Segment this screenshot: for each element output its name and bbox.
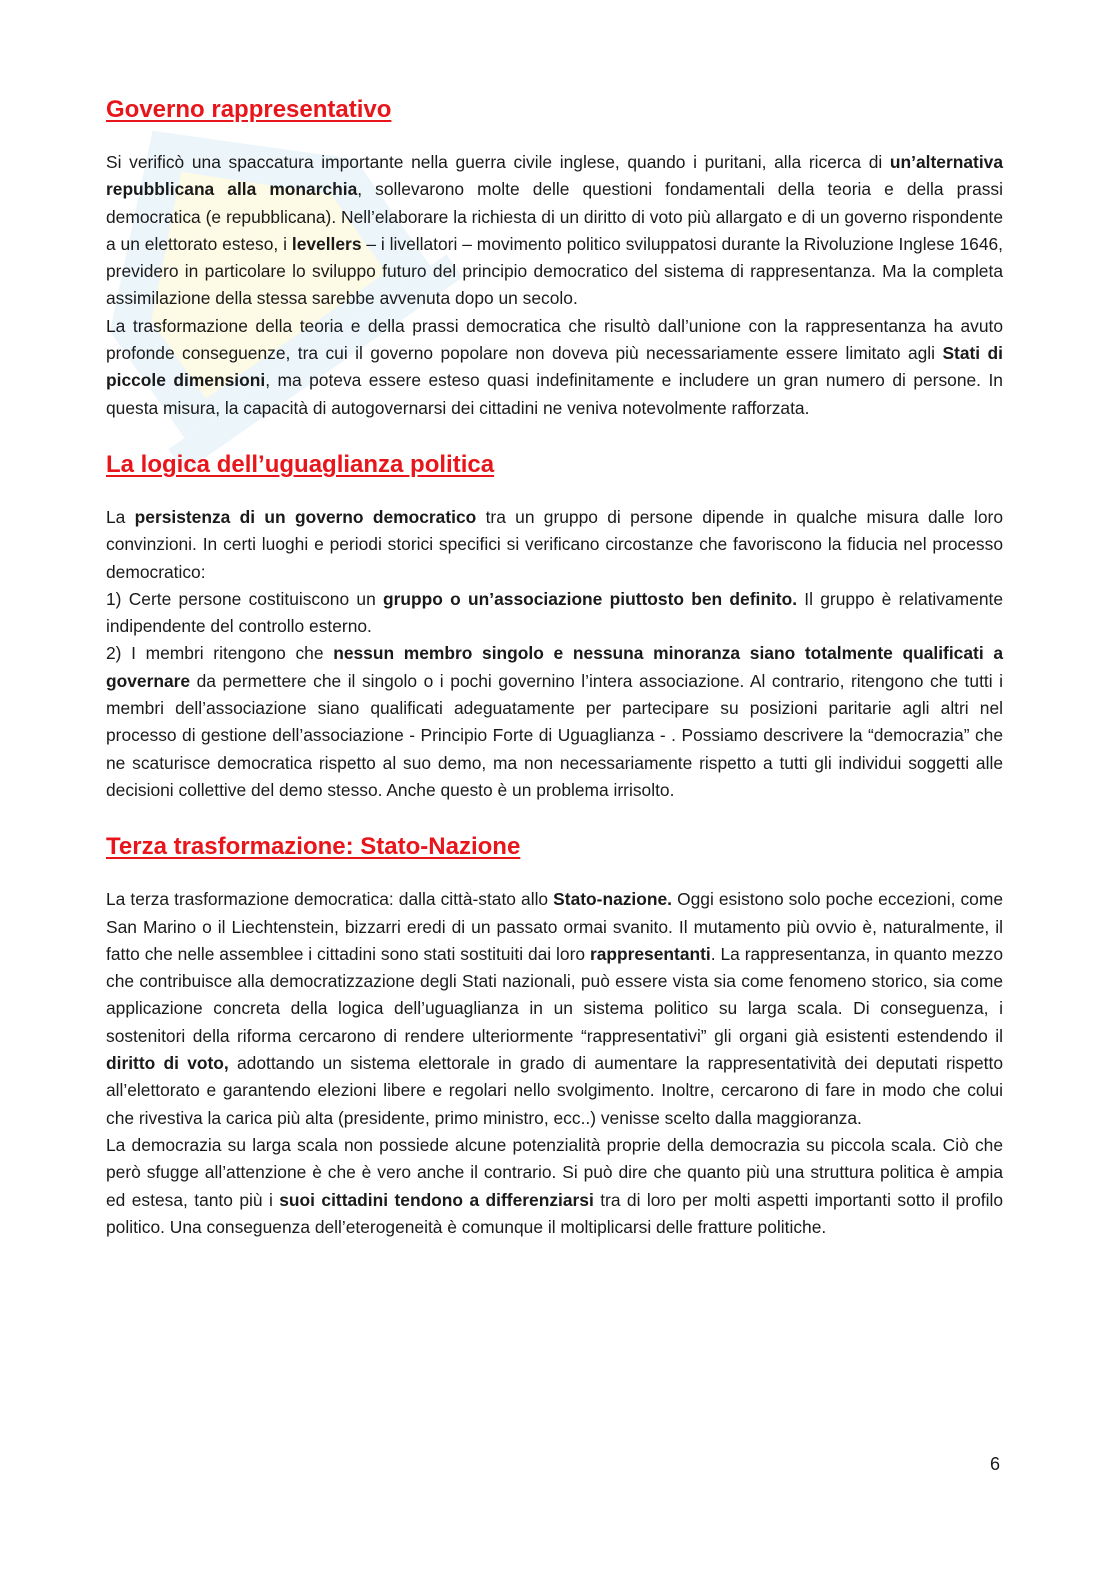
paragraph	[106, 313, 1003, 422]
section-heading: La logica dell’uguaglianza politica	[106, 450, 495, 478]
bold-text: nessun membro singolo e nessuna minoranza siano totalmente qualificati a governare	[106, 643, 1003, 691]
paragraph	[106, 886, 1003, 1132]
bold-text: gruppo o un’associazione piuttosto ben definito.	[383, 588, 798, 609]
bold-text: levellers	[291, 233, 362, 254]
text-run: Oggi esistono solo poche eccezioni, come San Marino o il Liechtenstein, bizzarri eredi di un passato ormai svanito. Il mutamento più ovvio è, naturalmente, il fatto che nelle assemblee i cittadini sono stati sostituiti dai loro	[106, 889, 1003, 964]
text-run: Si verificò una spaccatura importante nella guerra civile inglese, quando i puritani, alla ricerca di	[106, 152, 890, 172]
paragraph	[106, 149, 1003, 313]
paragraph	[106, 504, 1003, 586]
section-heading: Terza trasformazione: Stato-Nazione	[106, 833, 521, 861]
page-number: 6	[990, 1454, 1001, 1474]
bold-text: un’alternativa repubblicana alla monarchia	[106, 152, 1003, 200]
text-run: tra un gruppo di persone dipende in qualche misura dalle loro convinzioni. In certi luoghi e periodi storici specifici si verificano circostanze che favoriscono la fiducia nel processo democratico:	[106, 506, 1003, 582]
text-run: Il gruppo è relativamente indipendente del controllo esterno.	[106, 588, 1003, 637]
bold-text: suoi cittadini tendono a differenziarsi	[279, 1189, 594, 1210]
text-run: La trasformazione della teoria e della prassi democratica che risultò dall’unione con la rappresentanza ha avuto profonde conseguenze, tra cui il governo popolare non doveva più necessariamente essere limitato agli	[106, 315, 1003, 364]
text-run: , sollevarono molte delle questioni fondamentali della teoria e della prassi democratica (e repubblicana). Nell’elaborare la richiesta di un diritto di voto più allargato e di un governo rispondente a un elettorato esteso, i	[106, 179, 1003, 254]
bold-text: Stato-nazione.	[553, 889, 673, 910]
section-heading: Governo rappresentativo	[106, 96, 392, 123]
paragraph	[106, 586, 1003, 641]
text-run: 1) Certe persone costituiscono un	[106, 588, 383, 609]
text-run: 2) I membri ritengono che	[106, 643, 334, 664]
bold-text: rappresentanti	[589, 943, 711, 964]
bold-text: Stati di piccole dimensioni	[106, 343, 1003, 391]
text-run: – i livellatori – movimento politico sviluppatosi durante la Rivoluzione Inglese 1646, previdero in particolare lo sviluppo futuro del principio democratico del sistema di rappresentanza. Ma la completa assimilazione della stessa sarebbe avvenuta dopo un secolo.	[106, 233, 1004, 309]
text-run: adottando un sistema elettorale in grado di aumentare la rappresentatività dei deputati rispetto all’elettorato e garantendo elezioni libere e regolari nello svolgimento. Inoltre, cercarono di fare in modo che colui che rivestiva la carica più alta (presidente, primo ministro, ecc..) venisse scelto dalla maggioranza.	[106, 1053, 1003, 1128]
bold-text: persistenza di un governo democratico	[134, 506, 477, 527]
text-run: . La rappresentanza, in quanto mezzo che contribuisce alla democratizzazione degli Stati nazionali, può essere vista sia come fenomeno storico, sia come applicazione concreta della logica dell’uguaglianza in un sistema politico su larga scala. Di conseguenza, i sostenitori della riforma cercarono di rendere ulteriormente “rappresentativi” gli organi già esistenti estendendo il	[106, 943, 1003, 1046]
paragraph	[106, 640, 1003, 804]
text-run: La terza trasformazione democratica: dalla città-stato allo	[106, 889, 554, 910]
document-page	[106, 92, 1003, 1241]
paragraph	[106, 1132, 1003, 1241]
text-run: La	[106, 506, 135, 527]
text-run: tra di loro per molti aspetti importanti sotto il profilo politico. Una conseguenza dell’eterogeneità è comunque il moltiplicarsi delle fratture politiche.	[106, 1189, 1003, 1237]
bold-text: diritto di voto,	[106, 1053, 229, 1074]
text-run: La democrazia su larga scala non possiede alcune potenzialità proprie della democrazia su piccola scala. Ciò che però sfugge all’attenzione è che è vero anche il contrario. Si può dire che quanto più una struttura politica è ampia ed estesa, tanto più i	[106, 1134, 1003, 1210]
text-run: da permettere che il singolo o i pochi governino l’intera associazione. Al contrario, ritengono che tutti i membri dell’associazione siano qualificati adeguatamente per partecipare su posizioni paritarie agli altri nel processo di gestione dell’associazione - Principio Forte di Uguaglianza - . Possiamo descrivere la “democrazia” che ne scaturisce democratica rispetto al suo demo, ma non necessariamente rispetto a tutti gli individui soggetti alle decisioni collettive del demo stesso. Anche questo è un problema irrisolto.	[106, 670, 1003, 800]
text-run: , ma poteva essere esteso quasi indefinitamente e includere un gran numero di persone. In questa misura, la capacità di autogovernarsi dei cittadini ne veniva notevolmente rafforzata.	[106, 370, 1003, 418]
